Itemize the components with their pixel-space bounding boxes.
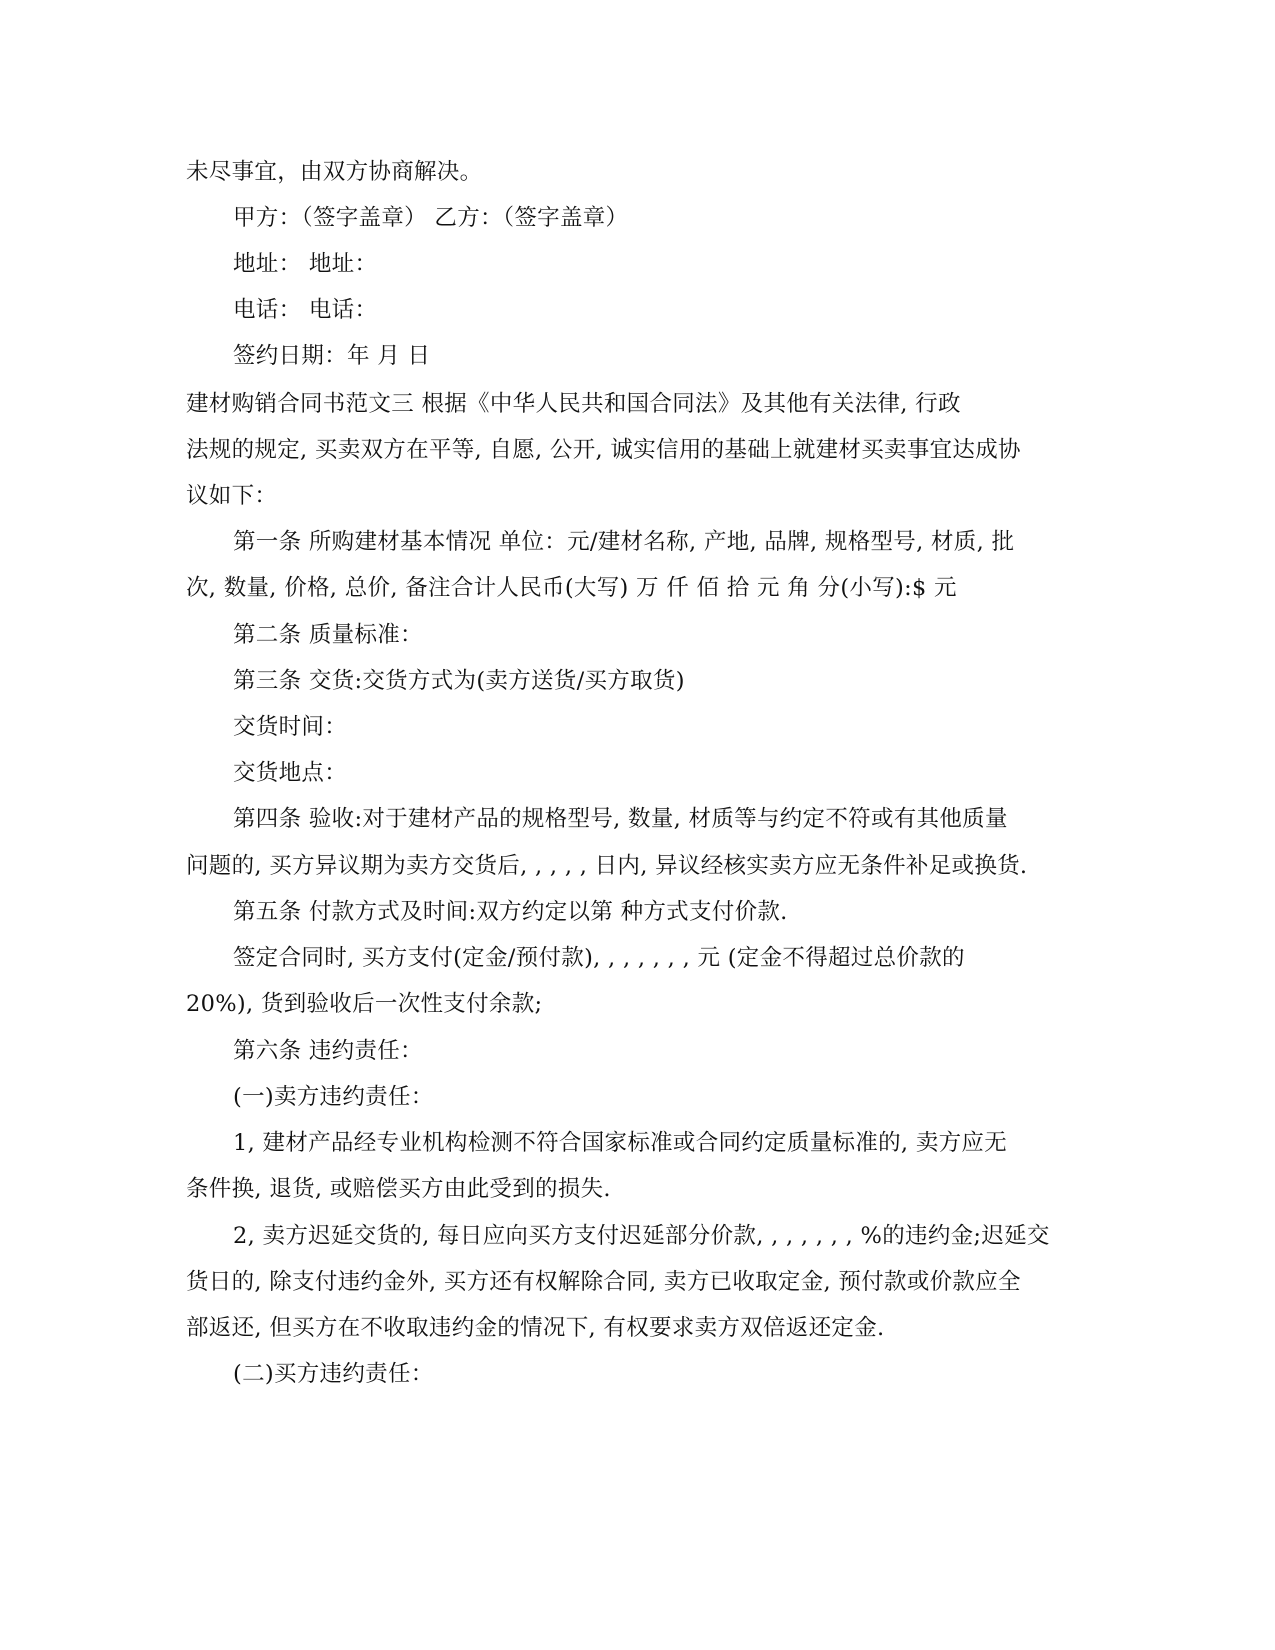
text-line: 第四条 验收:对于建材产品的规格型号, 数量, 材质等与约定不符或有其他质量 [233, 806, 1008, 832]
text-line: 第六条 违约责任： [233, 1038, 423, 1064]
text-line: 第三条 交货:交货方式为(卖方送货/买方取货) [233, 668, 685, 694]
text-line: 次, 数量, 价格, 总价, 备注合计人民币(大写) 万 仟 佰 拾 元 角 分(小写):$ 元 [186, 575, 957, 601]
text-line: 地址： 地址： [233, 251, 378, 277]
text-line: 交货地点： [233, 760, 348, 786]
text-line: 部返还, 但买方在不收取违约金的情况下, 有权要求卖方双倍返还定金. [186, 1315, 885, 1341]
text-line: 法规的规定, 买卖双方在平等, 自愿, 公开, 诚实信用的基础上就建材买卖事宜达成协 [186, 437, 1021, 463]
text-line: 未尽事宜，由双方协商解决。 [186, 159, 483, 185]
text-line: 签约日期：年 月 日 [233, 343, 431, 369]
text-line: 电话： 电话： [233, 297, 378, 323]
text-line: 第一条 所购建材基本情况 单位：元/建材名称, 产地, 品牌, 规格型号, 材质, 批 [233, 529, 1015, 555]
text-line: 甲方：（签字盖章） 乙方：（签字盖章） [233, 205, 629, 231]
text-line: 货日的, 除支付违约金外, 买方还有权解除合同, 卖方已收取定金, 预付款或价款应全 [186, 1269, 1021, 1295]
text-line: 条件换, 退货, 或赔偿买方由此受到的损失. [186, 1176, 611, 1202]
text-line: 签定合同时, 买方支付(定金/预付款), , , , , , , 元 (定金不得超过总价款的 [233, 945, 965, 971]
text-line: 建材购销合同书范文三 根据《中华人民共和国合同法》及其他有关法律, 行政 [186, 391, 961, 417]
text-line: (二)买方违约责任： [233, 1361, 434, 1387]
text-line: 2, 卖方迟延交货的, 每日应向买方支付迟延部分价款, , , , , , , %的违约金;迟延交 [233, 1223, 1050, 1249]
text-line: 议如下： [186, 483, 278, 509]
text-line: 交货时间： [233, 714, 348, 740]
text-line: 第五条 付款方式及时间:双方约定以第 种方式支付价款. [233, 899, 788, 925]
text-line: 20%), 货到验收后一次性支付余款; [186, 991, 543, 1017]
text-line: 1, 建材产品经专业机构检测不符合国家标准或合同约定质量标准的, 卖方应无 [233, 1130, 1008, 1156]
text-line: 问题的, 买方异议期为卖方交货后, , , , , 日内, 异议经核实卖方应无条件补足或换货. [186, 853, 1028, 879]
text-line: (一)卖方违约责任： [233, 1084, 434, 1110]
text-line: 第二条 质量标准： [233, 622, 423, 648]
